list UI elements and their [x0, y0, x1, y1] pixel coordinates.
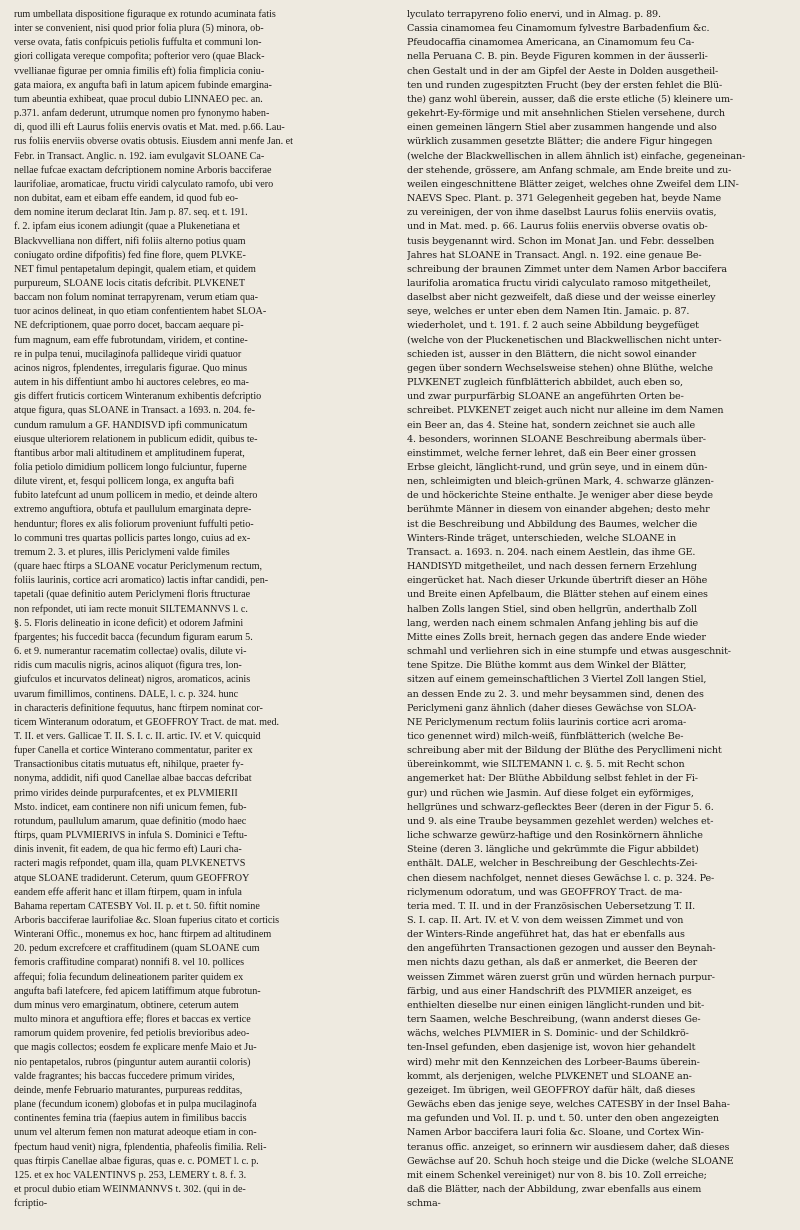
german-text-line: färbig, und aus einer Handschrift des PLVMIER anzeiget, es — [407, 985, 692, 997]
latin-text-line: atque figura, quas SLOANE in Transact. a 1693. n. 204. fe- — [14, 405, 255, 417]
latin-text-line: foliis laurinis, cortice acri aromatico) lactis inftar candidi, pen- — [14, 575, 269, 587]
german-text-line: Namen Arbor baccifera lauri folia &c. Sloane, und Cortex Win- — [407, 1127, 704, 1139]
latin-text-line: §. 5. Floris delineatio in icone deficit) et odorem Jafmini — [14, 617, 244, 629]
german-column — [407, 8, 786, 1230]
latin-text-line: gis differt fruticis corticem Winteranum exhibentis defcriptio — [14, 391, 262, 403]
latin-text-line: extremo anguftiora, obtufa et paullulum emarginata depre- — [14, 504, 252, 516]
german-text-line: weissen Zimmet wären zuerst grün und würden hernach purpur- — [407, 971, 715, 983]
german-text-line: Winters-Rinde träget, unterschieden, welche SLOANE in — [407, 532, 677, 544]
latin-text-line: Febr. in Transact. Anglic. n. 192. iam evulgavit SLOANE Ca- — [14, 150, 265, 162]
german-text-line: wiederholet, und t. 191. f. 2 auch seine Abbildung beygefüget — [407, 320, 699, 332]
latin-text-line: rus foliis enerviis obverse ovatis obtusis. Eiusdem anni menfe Jan. et — [14, 136, 293, 148]
latin-text-line: atque SLOANE tradiderunt. Ceterum, quum GEOFFROY — [14, 872, 250, 884]
latin-text-line: nio pentapetalos, rubros (pinguntur autem aurantii coloris) — [14, 1056, 251, 1068]
german-text-line: gezeiget. Im übrigen, weil GEOFFROY dafür hält, daß dieses — [407, 1084, 695, 1096]
german-text-line: schreibung aber mit der Bildung der Blüthe des Perycllimeni nicht — [407, 745, 722, 757]
german-text-line: lang, werden nach einem schmalen Anfang jehling bis auf die — [407, 617, 699, 629]
latin-text-line: rum umbellata dispositione figuraque ex rotundo acuminata fatis — [14, 9, 276, 20]
latin-text-line: fubito latefcunt ad unum pollicem in medio, et deinde altero — [14, 490, 258, 502]
latin-text-line: dem nomine iterum declarat Itin. Jam p. 87. seq. et t. 191. — [14, 207, 248, 219]
latin-text-line: ticem Winteranum odoratum, et GEOFFROY Tract. de mat. med. — [14, 716, 280, 728]
latin-text-line: valde fragrantes; his baccas fuccedere primum virides, — [14, 1070, 235, 1082]
latin-text-line: fuper Canella et cortice Winterano commentatur, pariter ex — [14, 745, 253, 757]
german-text-line: tico genennet wird) milch-weiß, fünfblätterich (welche Be- — [407, 730, 684, 742]
latin-text-line: folia petiolo dimidium pollicem longo fulciuntur, fuperne — [14, 462, 247, 473]
german-text-line: chen Gestalt und in der am Gipfel der Aeste in Dolden ausgetheil- — [407, 65, 719, 77]
latin-text-line: tuor acinos delineat, in quo etiam confentientem habet SLOA- — [14, 306, 267, 318]
latin-text-line: fpargentes; his fuccedit bacca (fecundum figuram earum 5. — [14, 631, 253, 643]
latin-text-line: f. 2. ipfam eius iconem adiungit (quae a Plukenetiana et — [14, 221, 240, 233]
latin-text-line: fum magnum, eam effe fubrotundam, viridem, et contine- — [14, 334, 248, 346]
german-text-line: und 9. als eine Traube beysammen gezehlet werden) welches et- — [407, 815, 714, 827]
latin-text-line: Transactionibus citatis mutuatus eft, nihilque, praeter fy- — [14, 759, 244, 771]
german-text-line: daß die Blätter, nach der Abbildung, zwar ebenfalls aus einem — [407, 1183, 702, 1195]
german-text-line: schieden ist, ausser in den Blättern, die nicht sowol einander — [407, 348, 697, 360]
german-text-line: und zwar purpurfärbig SLOANE an angeführten Orten be- — [407, 391, 684, 403]
german-text-line: teranus offic. anzeiget, so erinnern wir ausdiesem daher, daß dieses — [407, 1141, 730, 1153]
german-text-line: gegen über sondern Wechselsweise stehen) ohne Blüthe, welche — [407, 362, 713, 374]
latin-text-line: p.371. anfam dederunt, utrumque nomen pro fynonymo haben- — [14, 108, 270, 120]
latin-text-line: tum abeuntia exhibeat, quae procul dubio LINNAEO pec. an. — [14, 93, 263, 105]
german-text-line: tern Saamen, welche Beschreibung, (wann anderst dieses Ge- — [407, 1014, 701, 1026]
german-text-line: Steine (deren 3. längliche und gekrümmte die Figur abbildet) — [407, 844, 699, 856]
german-text-line: Gewächse auf 20. Schuh hoch steige und die Dicke (welche SLOANE — [407, 1155, 734, 1167]
latin-text-line: fcriptio- — [14, 1198, 48, 1210]
latin-text-line: 125. et ex hoc VALENTINVS p. 253, LEMERY t. 8. f. 3. — [14, 1169, 247, 1181]
latin-text-line: Bahama repertam CATESBY Vol. II. p. et t. 50. fiftit nomine — [14, 900, 260, 912]
latin-text-line: tremum 2. 3. et plures, illis Periclymeni valde fimiles — [14, 546, 230, 558]
latin-text-line: eandem effe afferit hanc et illam ftirpem, quam in infula — [14, 886, 242, 898]
german-text-line: schreibet. PLVKENET zeiget auch nicht nur alleine im dem Namen — [407, 405, 724, 417]
latin-text-line: NE defcriptionem, quae porro docet, baccam aequare pi- — [14, 320, 244, 332]
german-text-line: kommt, als derjenigen, welche PLVKENET und SLOANE an- — [407, 1070, 692, 1082]
german-text-line: daselbst aber nicht gezweifelt, daß diese und der weisse einerley — [407, 292, 716, 304]
german-text-line: ma gefunden und Vol. II. p. und t. 50. unter den oben angezeigten — [407, 1113, 719, 1125]
german-text-line: der stehende, grössere, am Anfang schmale, am Ende breite und zu- — [407, 164, 732, 176]
german-text-line: Periclymeni ganz ähnlich (daher dieses Gewächse von SLOA- — [407, 702, 697, 714]
latin-text-line: femoris craffitudine comparat) nonnifi 8. vel 10. pollices — [14, 957, 245, 969]
german-text-line: würklich zusammen gesetzte Blätter; die andere Figur hingegen — [407, 136, 713, 148]
latin-text-line: que magis collectos; eosdem fe explicare menfe Maio et Ju- — [14, 1042, 257, 1054]
german-text-line: angemerket hat: Der Blüthe Abbildung selbst fehlet in der Fi- — [407, 773, 698, 785]
german-text-line: einen gemeinen längern Stiel aber zusammen hangende und also — [407, 122, 717, 134]
latin-text-line: ftantibus arbor mali altitudinem et amplitudinem fuperat, — [14, 447, 245, 459]
latin-text-line: re in pulpa tenui, mucilaginofa pallideque viridi quatuor — [14, 348, 242, 360]
latin-text-line: giufculos et incurvatos delineat) nigros, aromaticos, acinis — [14, 674, 251, 686]
german-text-line: gur) und rüchen wie Jasmin. Auf diese folget ein eyförmiges, — [407, 787, 694, 799]
german-text-line: schreibung der braunen Zimmet unter dem Namen Arbor baccifera — [407, 263, 727, 275]
latin-text-line: quas ftirpis Canellae albae figuras, quas e. c. POMET l. c. p. — [14, 1155, 259, 1167]
latin-text-line: et procul dubio etiam WEINMANNVS t. 302. (qui in de- — [14, 1183, 246, 1195]
latin-text-line: plane (fecundum iconem) globofas et in pulpa mucilaginofa — [14, 1099, 257, 1111]
latin-text-line: multo minora et anguftiora effe; flores et baccas ex vertice — [14, 1014, 251, 1026]
german-text-line: enthielten dieselbe nur einen einigen länglicht-runden und bit- — [407, 999, 705, 1011]
german-text-line: den angeführten Transactionen gezogen und ausser den Beynah- — [407, 943, 716, 955]
latin-text-line: non dubitat, eam et eibam effe eandem, id quod fub eo- — [14, 193, 239, 205]
german-text-line: der Winters-Rinde angeführet hat, das hat er ebenfalls aus — [407, 929, 685, 941]
latin-text-line: Blackvvelliana non differt, nifi foliis alterno potius quam — [14, 235, 246, 247]
latin-text-line: rotundum, paullulum amarum, quae definitio (modo haec — [14, 815, 247, 827]
german-text-line: Gewächs eben das jenige seye, welches CATESBY in der Insel Baha- — [407, 1099, 730, 1111]
german-text-line: wird) mehr mit den Kennzeichen des Lorbeer-Baums überein- — [407, 1056, 700, 1068]
german-text-line: laurifolia aromatica fructu viridi calyculato ramoso mitgetheilet, — [407, 277, 711, 289]
german-text-line: ist die Beschreibung und Abbildung des Baumes, welcher die — [407, 518, 698, 530]
latin-text-line: tapetali (quae definitio autem Periclymeni floris ftructurae — [14, 589, 251, 601]
latin-text-line: racteri magis refpondet, quam illa, quam PLVKENETVS — [14, 858, 246, 870]
german-text-line: NE Periclymenum rectum foliis laurinis cortice acri aroma- — [407, 716, 687, 728]
latin-text-line: ridis cum maculis nigris, acinos aliquot (figura tres, lon- — [14, 660, 242, 672]
latin-text-line: vvellianae figurae per omnia fimilis eft) folia fimplicia coniu- — [14, 65, 265, 77]
german-text-line: Pfeudocaffia cinamomea Americana, an Cinamomum feu Ca- — [407, 37, 695, 49]
german-text-line: Cassia cinamomea feu Cinamomum fylvestre Barbadenfium &c. — [407, 23, 710, 35]
latin-text-line: primo virides deinde purpurafcentes, et ex PLVMIERII — [14, 787, 238, 799]
german-text-line: HANDISYD mitgetheilet, und nach dessen fernern Erzehlung — [407, 561, 697, 573]
latin-text-line: autem in his diffentiunt ambo hi auctores celebres, eo ma- — [14, 377, 249, 389]
latin-text-line: T. II. et vers. Gallicae T. II. S. I. c. II. artic. IV. et V. quicquid — [14, 730, 261, 742]
german-text-line: zu vereinigen, der von ihme daselbst Laurus foliis enerviis ovatis, — [407, 207, 717, 219]
latin-text-line: NET fimul pentapetalum depingit, qualem etiam, et quidem — [14, 263, 256, 275]
latin-text-line: continentes femina tria (faepius autem in fimilibus baccis — [14, 1113, 247, 1125]
german-text-line: the) ganz wohl überein, ausser, daß die erste etliche (5) kleinere um- — [407, 93, 734, 105]
latin-text-line: Arboris bacciferae laurifoliae &c. Sloan fuperius citato et corticis — [14, 915, 280, 926]
latin-text-line: nellae fufcae exactam defcriptionem nomine Arboris bacciferae — [14, 164, 272, 176]
latin-text-line: unum vel alterum femen non maturat adeoque etiam in con- — [14, 1127, 257, 1139]
latin-text-line: dum minus vero emarginatum, obtinere, ceterum autem — [14, 999, 239, 1011]
german-text-line: tene Spitze. Die Blüthe kommt aus dem Winkel der Blätter, — [407, 660, 687, 672]
latin-text-line: uvarum fimillimos, continens. DALE, l. c. p. 324. hunc — [14, 688, 239, 700]
german-text-line: seye, welches er unter eben dem Namen Itin. Jamaic. p. 87. — [407, 306, 690, 318]
latin-text-line: in characteris definitione fequutus, hanc ftirpem nominat cor- — [14, 702, 263, 714]
latin-text-line: laurifoliae, aromaticae, fructu viridi calyculato ramofo, ubi vero — [14, 178, 274, 190]
german-text-line: liche schwarze gewürz-haftige und den Rosinkörnern ähnliche — [407, 830, 703, 842]
latin-text-line: coniugato ordine difpofitis) fed fine flore, quem PLVKE- — [14, 249, 246, 261]
latin-text-line: di, quod illi eft Laurus foliis enervis ovatis et Mat. med. p.66. Lau- — [14, 122, 285, 134]
latin-text-line: eiusque ulteriorem relationem in publicum edidit, quibus te- — [14, 433, 258, 445]
latin-text-line: verse ovata, fatis confpicuis petiolis fuffulta et communi lon- — [14, 37, 262, 49]
latin-text-line: (quare haec ftirps a SLOANE vocatur Periclymenum rectum, — [14, 561, 262, 573]
german-text-line: schmahl und verliehren sich in eine stumpfe und etwas ausgeschnit- — [407, 646, 731, 658]
german-text-line: und in Mat. med. p. 66. Laurus foliis enerviis obverse ovatis ob- — [407, 221, 708, 233]
latin-text-line: lo communi tres quartas pollicis partes longo, cuius ad ex- — [14, 532, 251, 544]
german-text-line: berühmte Männer in diesem von einander abgehen; desto mehr — [407, 504, 710, 516]
german-text-line: de und höckerichte Steine enthalte. Je weniger aber diese beyde — [407, 490, 713, 502]
german-text-line: weilen eingeschnittene Blätter zeiget, welches ohne Zweifel dem LIN- — [407, 178, 739, 190]
german-text-line: chen diesem nachfolget, nennet dieses Gewächse l. c. p. 324. Pe- — [407, 872, 715, 884]
german-text-line: enthält. DALE, welcher in Beschreibung der Geschlechts-Zei- — [407, 858, 698, 870]
latin-text-line: giori colligata vereque compofita; pofterior vero (quae Black- — [14, 51, 265, 63]
german-text-line: tusis beygenannt wird. Schon im Monat Jan. und Febr. desselben — [407, 235, 715, 247]
german-text-line: (welche der Blackwellischen in allem ähnlich ist) einfache, gegeneinan- — [407, 150, 746, 162]
german-text-line: nen, schleimigten und bleich-grünen Mark, 4. schwarze glänzen- — [407, 476, 714, 488]
german-text-line: ein Beer an, das 4. Steine hat, sondern zeichnet sie auch alle — [407, 419, 696, 431]
german-text-line: S. I. cap. II. Art. IV. et V. von dem weissen Zimmet und von — [407, 915, 684, 926]
german-text-line: und Breite einen Apfelbaum, die Blätter stehen auf einem eines — [407, 589, 708, 601]
german-text-line: hellgrünes und schwarz-geflecktes Beer (deren in der Figur 5. 6. — [407, 801, 714, 813]
german-text-line: men nichts dazu gethan, als daß er anmerket, die Beeren der — [407, 957, 698, 969]
german-text-line: wächs, welches PLVMIER in S. Dominic- und der Schildkrö- — [407, 1028, 689, 1040]
latin-text-line: ramorum quidem provenire, fed petiolis brevioribus adeo- — [14, 1028, 250, 1040]
latin-text-line: non refpondet, uti iam recte monuit SILTEMANNVS l. c. — [14, 603, 248, 615]
german-text-line: teria med. T. II. und in der Französischen Uebersetzung T. II. — [407, 900, 696, 912]
latin-text-line: Winterani Offic., monemus ex hoc, hanc ftirpem ad altitudinem — [14, 929, 272, 941]
german-text-line: PLVKENET zugleich fünfblätterich abbildet, auch eben so, — [407, 377, 683, 389]
german-text-line: lyculato terrapyreno folio enervi, und in Almag. p. 89. — [407, 9, 661, 20]
german-text-line: 4. besonders, worinnen SLOANE Beschreibung abermals über- — [407, 433, 706, 445]
german-text-line: Transact. a. 1693. n. 204. nach einem Aestlein, das ihme GE. — [407, 546, 696, 558]
latin-text-line: 6. et 9. numerantur racematim collectae) ovalis, dilute vi- — [14, 646, 247, 658]
german-text-line: ten-Insel gefunden, eben dasjenige ist, wovon hier gehandelt — [407, 1042, 696, 1054]
german-text-line: gekehrt-Ey-förmige und mit ansehnlichen Stielen versehene, durch — [407, 108, 725, 120]
german-text-line: Mitte eines Zolls breit, hernach gegen das andere Ende wieder — [407, 631, 706, 643]
latin-text-line: purpureum, SLOANE locis citatis defcribit. PLVKENET — [14, 277, 246, 289]
german-text-line: halben Zolls langen Stiel, sind oben hellgrün, anderthalb Zoll — [407, 603, 697, 615]
german-text-line: übereinkommt, wie SILTEMANN l. c. §. 5. mit Recht schon — [407, 759, 685, 771]
german-text-line: schma- — [407, 1198, 441, 1210]
latin-text-line: dilute virent, et, fesqui pollicem longa, ex angufta bafi — [14, 476, 235, 488]
latin-text-line: cundum ramulum a GF. HANDISVD ipfi communicatum — [14, 419, 248, 431]
latin-column — [14, 8, 393, 1230]
german-text-line: riclymenum odoratum, und was GEOFFROY Tract. de ma- — [407, 886, 683, 898]
latin-text-line: angufta bafi latefcere, fed apicem latiffimum atque fubrotun- — [14, 985, 261, 997]
latin-text-line: acinos nigros, fplendentes, irregularis figurae. Quo minus — [14, 362, 248, 374]
latin-text-line: henduntur; flores ex alis foliorum proveniunt fuffulti petio- — [14, 518, 254, 530]
latin-text-line: nonyma, addidit, nifi quod Canellae albae baccas defcribat — [14, 773, 252, 785]
latin-text-line: deinde, menfe Februario maturantes, purpureas redditas, — [14, 1084, 243, 1096]
latin-text-line: baccam non folum nominat terrapyrenam, verum etiam qua- — [14, 292, 259, 304]
german-text-line: einstimmet, welche ferner lehret, daß ein Beer einer grossen — [407, 447, 697, 459]
latin-text-line: fpectum haud venit) nigra, fplendentia, phafeolis fimilia. Reli- — [14, 1141, 267, 1153]
latin-text-line: affequi; folia fecundum delineationem pariter quidem ex — [14, 971, 244, 983]
german-text-line: Erbse gleicht, länglicht-rund, und grün seye, und in einem dün- — [407, 462, 708, 473]
german-text-line: an dessen Ende zu 2. 3. und mehr beysammen sind, denen des — [407, 688, 704, 700]
latin-text-line: gata maiora, ex angufta bafi in latum apicem fubinde emargina- — [14, 79, 272, 91]
latin-text-line: Msto. indicet, eam continere non nifi unicum femen, fub- — [14, 801, 247, 813]
german-text-line: mit einem Schenkel vereiniget) nur von 8. bis 10. Zoll erreiche; — [407, 1169, 707, 1181]
german-text-line: eingerücket hat. Nach dieser Urkunde übertrift dieser an Höhe — [407, 575, 708, 587]
latin-text-line: dinis invenit, fit eadem, de qua hic fermo eft) Lauri cha- — [14, 844, 242, 856]
german-text-line: sitzen auf einem gemeinschaftlichen 3 Viertel Zoll langen Stiel, — [407, 674, 707, 686]
german-text-line: Jahres hat SLOANE in Transact. Angl. n. 192. eine genaue Be- — [407, 249, 702, 261]
latin-text-line: 20. pedum excrefcere et craffitudinem (quam SLOANE cum — [14, 943, 260, 955]
german-text-line: NAEVS Spec. Plant. p. 371 Gelegenheit gegeben hat, beyde Name — [407, 193, 722, 205]
latin-text-line: inter se convenient, nisi quod prior folia plura (5) minora, ob- — [14, 23, 264, 35]
german-text-line: (welche von der Pluckenetischen und Blackwellischen nicht unter- — [407, 334, 722, 346]
latin-text-line: ftirps, quam PLVMIERIVS in infula S. Dominici e Teftu- — [14, 830, 248, 842]
german-text-line: ten und runden zugespitzten Frucht (bey der ersten fehlet die Blü- — [407, 79, 723, 91]
german-text-line: nella Peruana C. B. pin. Beyde Figuren kommen in der äusserli- — [407, 51, 708, 63]
